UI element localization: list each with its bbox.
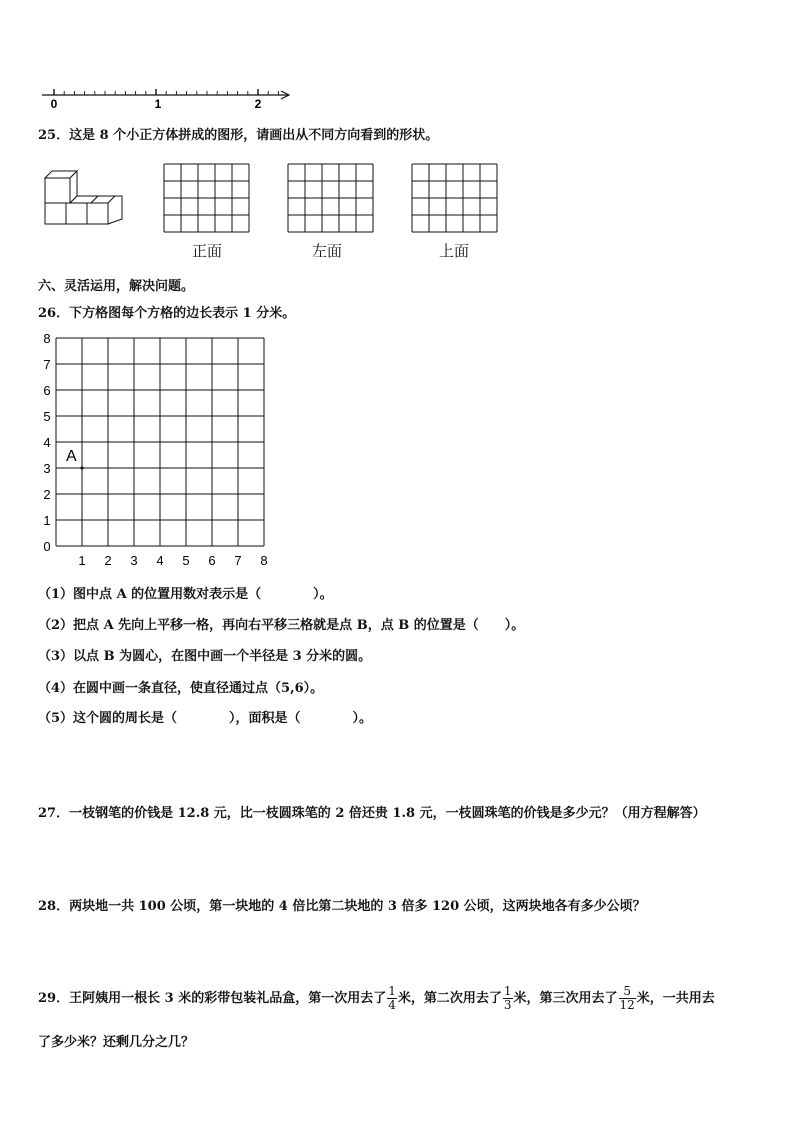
y-axis-tick-label: 3 [43,461,51,476]
label-left-view: 左面 [312,243,343,260]
cube-figure [42,166,128,228]
grid-front-view [163,163,251,233]
x-axis-tick-label: 4 [156,553,164,566]
label-front-view: 正面 [192,243,223,260]
q29-part-2: 米，第二次用去了 [397,991,502,1006]
grid-top-view [411,163,499,233]
question-26-sub-3: （3）以点 B 为圆心，在图中画一个半径是 3 分米的圆。 [38,649,372,664]
question-26-sub-5: （5）这个圆的周长是（ ），面积是（ ）。 [38,711,373,726]
y-axis-tick-label: 1 [43,513,51,528]
q29-part-4: 米，一共用去 [636,991,715,1006]
question-26-text: 26．下方格图每个方格的边长表示 1 分米。 [38,306,296,321]
fraction-one-quarter: $\frac{1}{4}$ [388,984,396,1012]
coordinate-grid [30,330,280,566]
question-26-sub-2: （2）把点 A 先向上平移一格，再向右平移三格就是点 B，点 B 的位置是（ ）。 [38,618,525,633]
fraction-one-third: $\frac{1}{3}$ [503,984,512,1012]
x-axis-tick-label: 8 [260,553,268,566]
q29-part-3: 米，第三次用去了 [513,991,618,1006]
section-6-title: 六、灵活运用，解决问题。 [38,279,195,294]
q29-part-1: 29．王阿姨用一根长 3 米的彩带包装礼品盒，第一次用去了 [38,991,387,1006]
x-axis-tick-label: 3 [130,553,138,566]
question-29-line-1 [38,984,715,1014]
y-axis-tick-label: 6 [43,383,51,398]
number-line-label-2: 2 [254,97,262,111]
y-axis-tick-label: 4 [43,435,51,450]
number-line-label-0: 0 [50,97,58,111]
point-a-label: A [66,448,77,465]
x-axis-tick-label: 2 [104,553,112,566]
label-top-view: 上面 [439,243,470,260]
fraction-five-twelfths: $\frac{5}{12}$ [619,984,635,1012]
question-29-line-2: 了多少米？还剩几分之几？ [38,1035,195,1050]
x-axis-tick-label: 7 [234,553,242,566]
x-axis-tick-label: 6 [208,553,216,566]
y-axis-tick-label: 5 [43,409,51,424]
number-line-label-1: 1 [154,97,162,111]
x-axis-tick-label: 5 [182,553,190,566]
y-axis-tick-label: 0 [43,539,51,554]
y-axis-tick-label: 2 [43,487,51,502]
question-26-sub-1: （1）图中点 A 的位置用数对表示是（ ）。 [38,587,333,602]
point-a-marker [80,466,83,469]
y-axis-tick-label: 8 [43,331,51,346]
x-axis-tick-label: 1 [78,553,86,566]
number-line [38,84,298,114]
question-25-text: 25．这是 8 个小正方体拼成的图形，请画出从不同方向看到的形状。 [38,128,439,143]
question-27-text: 27．一枝钢笔的价钱是 12.8 元，比一枝圆珠笔的 2 倍还贵 1.8 元，一枝圆珠笔的价钱是多少元？（用方程解答） [38,806,706,821]
question-26-sub-4: （4）在圆中画一条直径，使直径通过点（5,6）。 [38,681,324,696]
y-axis-tick-label: 7 [43,357,51,372]
grid-left-view [287,163,375,233]
question-28-text: 28．两块地一共 100 公顷，第一块地的 4 倍比第二块地的 3 倍多 120 公顷，这两块地各有多少公顷？ [38,899,646,914]
